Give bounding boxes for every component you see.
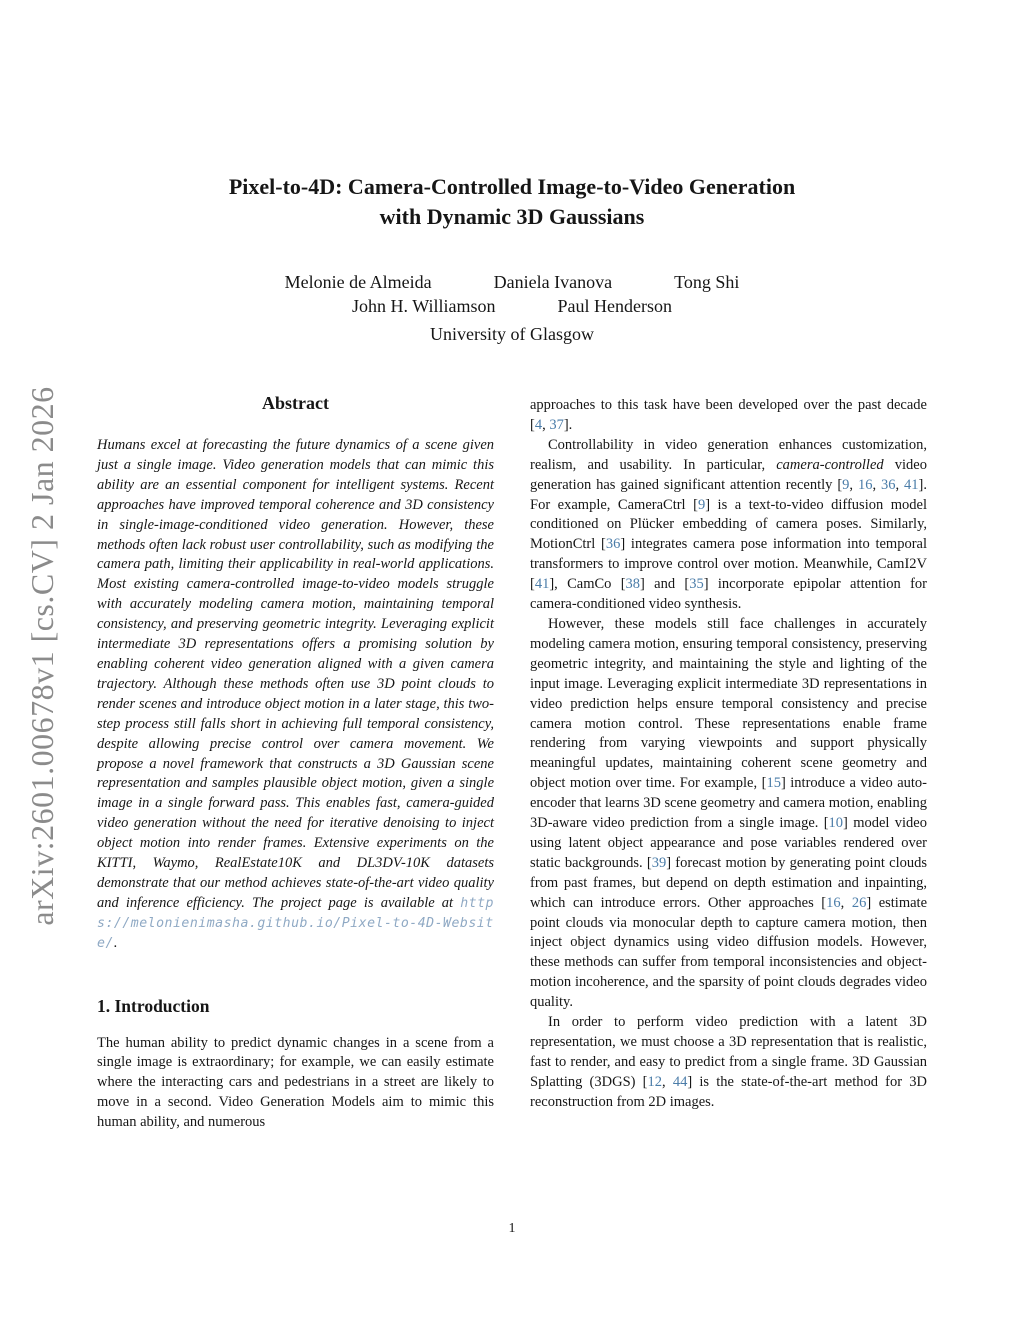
arxiv-watermark: arXiv:2601.00678v1 [cs.CV] 2 Jan 2026 (24, 386, 60, 926)
text-run: , (662, 1073, 673, 1090)
introduction-paragraphs (97, 1034, 494, 1134)
text-run: ] is the state-of-the-art method for 3D reconstruction from 2D images. (530, 1073, 928, 1110)
citation-link[interactable]: 38 (625, 576, 641, 593)
text-run: , (542, 416, 550, 433)
text-run: , (872, 476, 881, 493)
text-run: ] is a text-to-video diffusion model conditioned on Plücker embedding of camera poses. Similarly, MotionCtrl [ (530, 496, 927, 553)
author-name: Melonie de Almeida (284, 272, 432, 292)
text-run: In order to perform video prediction with a latent 3D representation, we must choose a 3D representation that is realistic, fast to render, and easy to predict from a single frame. 3D Gaussian Splatting (3DGS) [ (530, 1014, 927, 1090)
text-run: ], CamCo [ (549, 576, 626, 593)
text-run: However, these models still face challenges in accurately modeling camera motion, ensuring temporal consistency, preserving geometric integrity, and maintaining the style and lighting of the input image. Leveraging explicit intermediate 3D representations in video prediction helps ensure temporal consistency and precise camera motion control. These representations enable frame rendering from varying viewpoints and support physically meaningful updates, maintaining coherent scene geometry and object motion over time. For example, [ (530, 615, 927, 792)
author-name: Paul Henderson (557, 296, 672, 316)
citation-link[interactable]: 12 (647, 1073, 663, 1090)
citation-link[interactable]: 16 (857, 476, 873, 493)
right-column-paragraphs (530, 396, 927, 1113)
left-column (97, 385, 494, 1133)
text-run: The human ability to predict dynamic changes in a scene from a single image is extraordinary; for example, we can easily estimate where the interacting cars and pedestrians in a street are likely to move in a second. Video Generation Models aim to mimic this human ability, and numerous (97, 1034, 494, 1131)
text-run: ] estimate point clouds via monocular depth to capture camera motion, then inject object dynamics using video diffusion models. However, these methods can suffer from temporal inconsistencies and object-motion incoherence, and the sparsity of point clouds degrades video quality. (530, 894, 928, 1011)
body-paragraph (530, 615, 927, 1013)
abstract-heading: Abstract (262, 393, 329, 413)
citation-link[interactable]: 41 (534, 576, 550, 593)
text-run: ]. For example, CameraCtrl [ (530, 476, 928, 513)
project-url-link[interactable]: https://melonienimasha.github.io/Pixel-to-4D-Website/ (97, 895, 494, 951)
text-run: , (840, 894, 852, 911)
paper-title-line1: Pixel-to-4D: Camera-Controlled Image-to-Video Generation (228, 174, 796, 199)
citation-link[interactable]: 4 (534, 416, 543, 433)
abstract-text (97, 436, 494, 954)
text-run: ] and [ (640, 576, 690, 593)
citation-link[interactable]: 9 (842, 476, 850, 493)
author-name: Tong Shi (674, 272, 740, 292)
citation-link[interactable]: 36 (881, 476, 896, 493)
introduction-heading: 1. Introduction (97, 995, 210, 1016)
citation-link[interactable]: 26 (851, 894, 867, 911)
two-column-body (97, 385, 927, 1133)
paper-header (0, 172, 1024, 345)
right-column (530, 385, 927, 1133)
page-number: 1 (508, 1221, 516, 1236)
text-run: approaches to this task have been developed over the past decade [ (530, 397, 927, 433)
text-run: ] introduce a video auto-encoder that learns 3D scene geometry and camera motion, enabling 3D-aware video prediction from a single image. [ (530, 775, 927, 832)
author-name: Daniela Ivanova (493, 272, 613, 292)
paper-title (0, 172, 1024, 232)
text-run: , (849, 476, 858, 493)
text-run: , (895, 476, 905, 493)
citation-link[interactable]: 41 (904, 476, 919, 493)
text-run: . (113, 934, 118, 951)
body-paragraph (530, 436, 927, 615)
text-run: ] model video using latent object appearance and pose variables rendered over static backgrounds. [ (530, 815, 927, 871)
citation-link[interactable]: 15 (766, 775, 781, 792)
text-run: Controllability in video generation enhances customization, realism, and usability. In particular, (530, 436, 927, 473)
authors-row-2 (0, 294, 1024, 318)
citation-link[interactable]: 37 (549, 416, 564, 433)
citation-link[interactable]: 10 (828, 815, 844, 832)
citation-link[interactable]: 39 (651, 854, 667, 871)
citation-link[interactable]: 9 (697, 496, 706, 513)
text-run: ] integrates camera pose information into temporal transformers to improve control over motion. Meanwhile, CamI2V [ (530, 536, 927, 593)
body-paragraph (530, 396, 927, 436)
author-name: John H. Williamson (352, 296, 496, 316)
citation-link[interactable]: 44 (672, 1073, 688, 1090)
authors-row-1 (0, 270, 1024, 294)
text-run: ] incorporate epipolar attention for camera-conditioned video synthesis. (530, 576, 927, 613)
text-run: video generation has gained significant attention recently [ (530, 456, 927, 493)
text-run: ] forecast motion by generating point clouds from past frames, but depend on depth estimation and inpainting, which can introduce errors. Other approaches [ (530, 854, 927, 911)
citation-link[interactable]: 16 (826, 894, 841, 911)
body-paragraph (530, 1013, 927, 1113)
body-paragraph (97, 1034, 494, 1134)
text-run: Humans excel at forecasting the future dynamics of a scene given just a single image. Video generation models that can mimic this ability are an essential component for intelligent systems. Recent approaches have improved temporal coherence and 3D consistency in single-image-conditioned video generation. However, these methods often lack robust user controllability, such as modifying the camera path, limiting their applicability in real-world applications. Most existing camera-controlled image-to-video models struggle with accurately modeling camera motion, maintaining temporal consistency, and preserving geometric integrity. Leveraging explicit intermediate 3D representations offers a promising solution by enabling coherent video generation aligned with a given camera trajectory. Although these methods often use 3D point clouds to render scenes and introduce object motion in a later stage, this two-step process still falls short in achieving full temporal consistency, despite allowing precise control over camera movement. We propose a novel framework that constructs a 3D Gaussian scene representation and samples plausible object motion, given a single image in a single forward pass. This enables fast, camera-guided video generation without the need for iterative denoising to inject object motion into render frames. Extensive experiments on the KITTI, Waymo, RealEstate10K and DL3DV-10K datasets demonstrate that our method achieves state-of-the-art video quality and inference efficiency. The project page is available at (97, 437, 494, 911)
paper-title-line2: with Dynamic 3D Gaussians (379, 204, 645, 229)
citation-link[interactable]: 36 (605, 536, 621, 553)
text-run: ]. (563, 416, 573, 433)
text-run: camera-controlled (776, 456, 884, 473)
citation-link[interactable]: 35 (689, 576, 704, 593)
affiliation: University of Glasgow (430, 324, 594, 344)
